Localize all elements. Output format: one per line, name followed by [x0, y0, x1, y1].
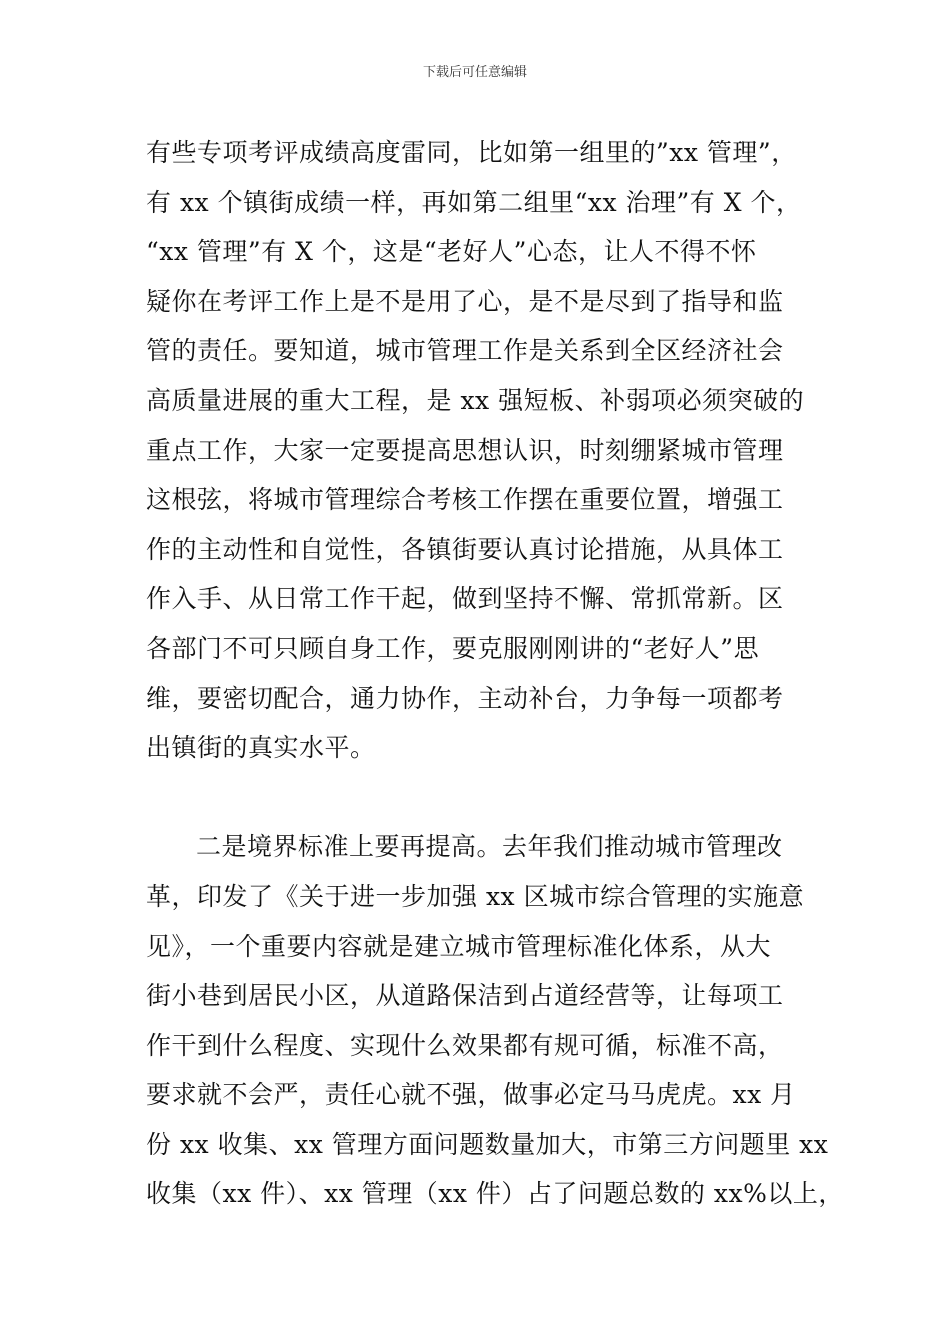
- text-line: 各部门不可只顾自身工作，要克服刚刚讲的“老好人”思: [146, 633, 760, 663]
- text-line: 作的主动性和自觉性，各镇街要认真讨论措施，从具体工: [146, 534, 784, 564]
- page-header: 下载后可任意编辑: [422, 65, 527, 80]
- text-line: 这根弦，将城市管理综合考核工作摆在重要位置，增强工: [146, 485, 784, 515]
- text-line: 作干到什么程度、实现什么效果都有规可循，标准不高，: [146, 1030, 784, 1060]
- text-line: 要求就不会严，责任心就不强，做事必定马马虎虎。xx 月: [146, 1080, 796, 1110]
- text-line: 疑你在考评工作上是不是用了心，是不是尽到了指导和监: [146, 286, 784, 316]
- paragraph-2: [146, 822, 844, 1219]
- document-body: [146, 128, 844, 1219]
- paragraph-spacer: [146, 773, 826, 823]
- text-line: 维，要密切配合，通力协作，主动补台，力争每一项都考: [146, 683, 784, 713]
- text-line: 作入手、从日常工作干起，做到坚持不懈、常抓常新。区: [146, 584, 784, 614]
- text-line: 管的责任。要知道，城市管理工作是关系到全区经济社会: [146, 336, 784, 366]
- text-line: 有 xx 个镇街成绩一样，再如第二组里“xx 治理”有 X 个，: [146, 187, 802, 217]
- paragraph-1: [146, 128, 826, 773]
- text-line: 高质量进展的重大工程，是 xx 强短板、补弱项必须突破的: [146, 385, 805, 415]
- text-line: 二是境界标准上要再提高。去年我们推动城市管理改: [196, 832, 783, 862]
- text-line: 出镇街的真实水平。: [146, 733, 376, 763]
- text-line: 份 xx 收集、xx 管理方面问题数量加大，市第三方问题里 xx: [146, 1129, 829, 1159]
- text-line: “xx 管理”有 X 个，这是“老好人”心态，让人不得不怀: [146, 237, 757, 267]
- text-line: 重点工作，大家一定要提高思想认识，时刻绷紧城市管理: [146, 435, 784, 465]
- text-line: 有些专项考评成绩高度雷同，比如第一组里的”xx 管理”，: [146, 138, 797, 167]
- text-line: 街小巷到居民小区，从道路保洁到占道经营等，让每项工: [146, 981, 784, 1011]
- text-line: 革，印发了《关于进一步加强 xx 区城市综合管理的实施意: [146, 881, 805, 911]
- text-line: 收集（xx 件）、xx 管理（xx 件）占了问题总数的 xx%以上，: [146, 1179, 844, 1209]
- text-line: 见》，一个重要内容就是建立城市管理标准化体系，从大: [146, 931, 772, 961]
